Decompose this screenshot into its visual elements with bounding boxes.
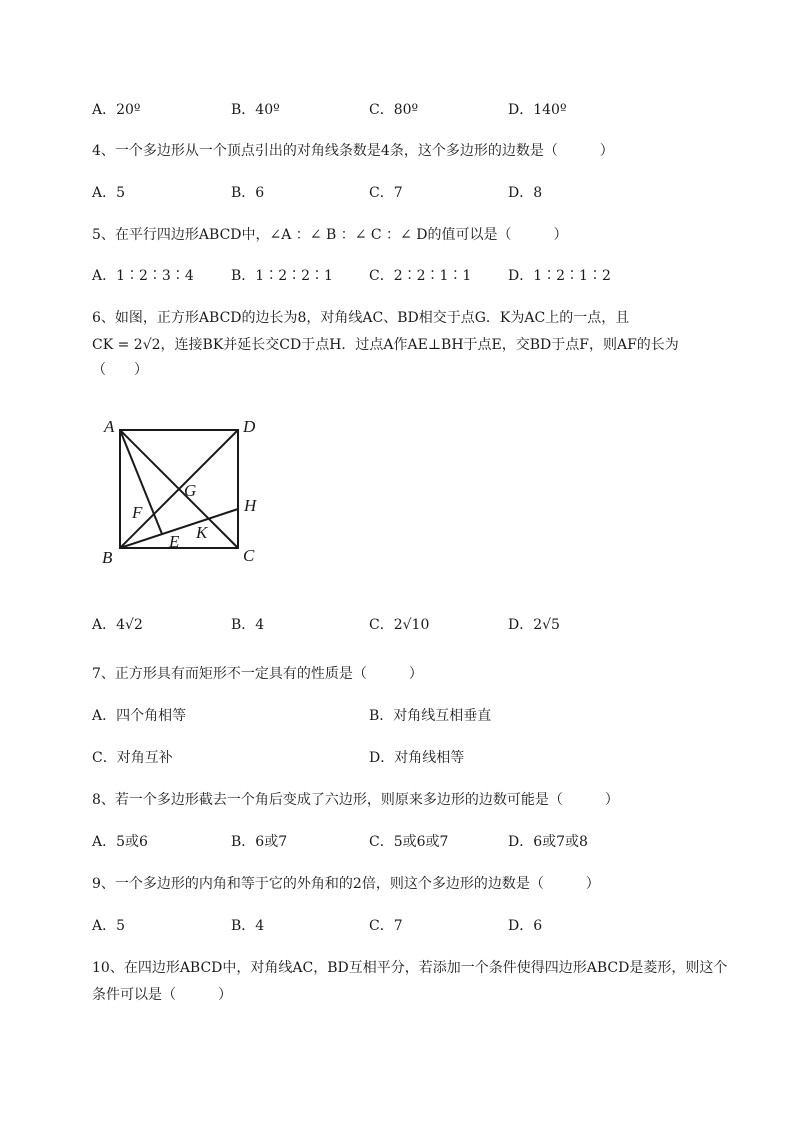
q4-stem: 4、一个多边形从一个顶点引出的对角线条数是4条，这个多边形的边数是（ ） — [92, 143, 614, 159]
q7-stem: 7、正方形具有而矩形不一定具有的性质是（ ） — [92, 666, 423, 682]
q8-option-d: D．6或7或8 — [508, 834, 588, 850]
q8-option-b: B．6或7 — [231, 834, 288, 850]
q5-option-a: A．1∶2∶3∶4 — [92, 268, 194, 284]
q6-stem-line1: 6、如图，正方形ABCD的边长为8，对角线AC、BD相交于点G．K为AC上的一点，且 — [92, 310, 630, 326]
square-diagram — [98, 410, 278, 580]
q4-option-a: A．5 — [92, 185, 126, 201]
q3-option-c: C．80º — [369, 102, 419, 118]
q9-stem: 9、一个多边形的内角和等于它的外角和的2倍，则这个多边形的边数是（ ） — [92, 876, 600, 892]
q7-option-c: C．对角互补 — [92, 750, 173, 766]
q6-option-c: C．2√10 — [369, 617, 430, 633]
label-k: K — [196, 523, 208, 542]
q7-option-d: D．对角线相等 — [369, 750, 465, 766]
q6-geometry-figure — [98, 410, 278, 580]
q6-stem-line2: CK = 2√2，连接BK并延长交CD于点H．过点A作AE⊥BH于点E，交BD于点F，则AF的长为 — [92, 337, 679, 353]
q10-stem-line1: 10、在四边形ABCD中，对角线AC，BD互相平分，若添加一个条件使得四边形ABCD是菱形，则这个 — [92, 960, 728, 976]
q5-stem: 5、在平行四边形ABCD中，∠A ：∠ B ：∠ C ：∠ D的值可以是（ ） — [92, 227, 568, 243]
q10-stem-line2: 条件可以是（ ） — [92, 987, 232, 1003]
q6-option-b: B．4 — [231, 617, 265, 633]
q3-option-d: D．140º — [508, 102, 567, 118]
q9-option-d: D．6 — [508, 918, 543, 934]
label-e: E — [169, 532, 180, 551]
q4-option-b: B．6 — [231, 185, 265, 201]
q3-option-b: B．40º — [231, 102, 280, 118]
q7-option-a: A．四个角相等 — [92, 708, 187, 724]
label-b: B — [102, 548, 113, 567]
q5-option-d: D．1∶2∶1∶2 — [508, 268, 611, 284]
q3-option-a: A．20º — [92, 102, 141, 118]
label-g: G — [184, 481, 197, 500]
q6-option-a: A．4√2 — [92, 617, 143, 633]
q6-stem-line3: （ ） — [92, 362, 148, 378]
q4-option-d: D．8 — [508, 185, 543, 201]
q8-option-a: A．5或6 — [92, 834, 148, 850]
label-a: A — [104, 417, 115, 436]
q9-option-a: A．5 — [92, 918, 126, 934]
label-d: D — [243, 417, 256, 436]
label-f: F — [132, 503, 143, 522]
q8-option-c: C．5或6或7 — [369, 834, 449, 850]
q5-option-b: B．1∶2∶2∶1 — [231, 268, 333, 284]
label-h: H — [244, 496, 257, 515]
label-c: C — [243, 546, 255, 565]
q9-option-b: B．4 — [231, 918, 265, 934]
q8-stem: 8、若一个多边形截去一个角后变成了六边形，则原来多边形的边数可能是（ ） — [92, 792, 619, 808]
q7-option-b: B．对角线互相垂直 — [369, 708, 492, 724]
q9-option-c: C．7 — [369, 918, 403, 934]
q5-option-c: C．2∶2∶1∶1 — [369, 268, 472, 284]
q4-option-c: C．7 — [369, 185, 403, 201]
q6-option-d: D．2√5 — [508, 617, 560, 633]
